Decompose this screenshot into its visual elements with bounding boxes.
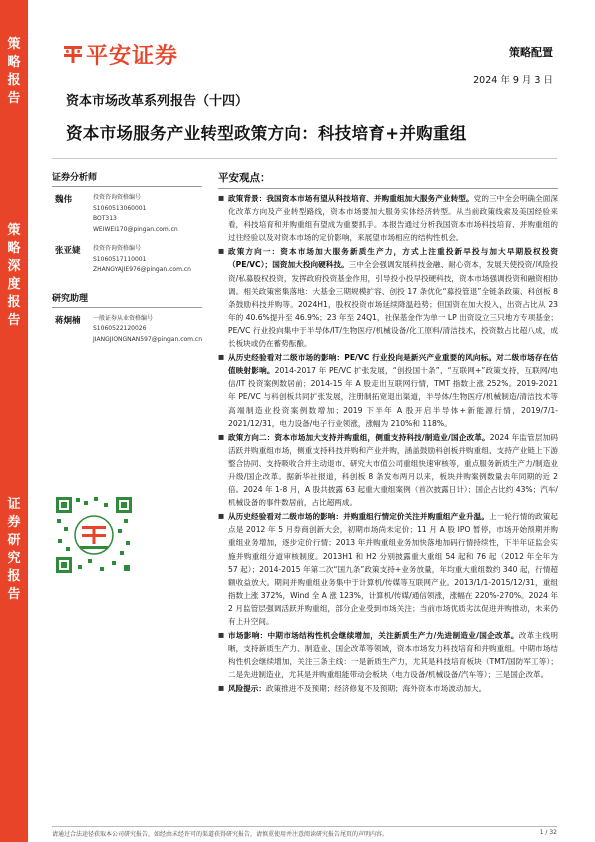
bullet-lead: 风险提示： [228, 684, 266, 694]
analyst-email[interactable]: ZHANGYAJIE976@pingan.com.cn [93, 266, 191, 273]
assistant-email[interactable]: JIANGJIONGNAN597@pingan.com.cn [93, 335, 203, 343]
bullet-lead: 市场影响：中期市场结构性机会继续增加，关注新质生产力/先进制造业/国企改革。 [228, 631, 519, 641]
assistant-info [93, 314, 202, 346]
analyst-email[interactable]: WEIWEI170@pingan.com.cn [93, 225, 178, 233]
analyst-name: 张亚婕 [55, 246, 81, 256]
bullet-lead: 政策方向二：资本市场加大支持并购重组，侧重支持科技/制造业/国企改革。 [228, 432, 490, 442]
assistant-card [52, 314, 202, 346]
logo-mark-icon [62, 43, 84, 65]
bullet-body: 党的三中全会明确全面深化改革方向及产业转型路线，资本市场要加大服务实体经济转型。从当前政策线索及美国经验来看，科技培育和并购重组有望成为重要抓手。本报告通过分析我国资本市场科技培育、并购重组的过往经验以及对资本市场的定价影响，来展望市场相应的结构性机会。 [228, 194, 558, 243]
analyst-line: S1060517110001 [93, 255, 147, 263]
side-label-top: 策 略 报 告 [7, 37, 21, 106]
view-bullet [218, 510, 558, 628]
assistant-name: 蒋炯楠 [55, 315, 81, 326]
analyst-info [93, 244, 202, 276]
analysts-heading-rule [52, 186, 202, 187]
company-logo [62, 39, 178, 70]
bullet-body: 上一轮行情的政策起点是 2012 年 5 月券商创新大会，初期市场尚未定价；11 月 A 股 IPO 暂停，市场开始预期并购重组业务增加，逐步定价行情；2013 年并购重组业务加快落地加码行情持续性，下半年证监会实施并购重组分道审核制度。2013H1 和 H2 分别披露重大重组 54 起和 76 起（2012 年全年为 57 起）；2014-2015 年第二次“国九条”政策支持+业务放量，年均重大重组数约 340 起，行情超额收益放大。期间并购重组业务集中于计算机/传媒等互联网产业。2013/1/1-2015/12/31，重组指数上涨 372%，Wind 全 A 涨 123%，计算机/传媒/通信领涨，涨幅在 220%-270%。2024 年 2 月监管层强调活跃并购重组，部分企业受到市场关注；当前市场优质劣汰促进并购推动，未来仍有上升空间。 [228, 512, 559, 626]
view-bullet [218, 192, 558, 244]
side-label-bottom: 证 券 研 究 报 告 [7, 497, 21, 602]
report-type: 策略配置 [509, 46, 553, 59]
analyst-line: S1060513060001 [93, 204, 147, 212]
key-views [218, 170, 558, 697]
logo-text: 平安证券 [86, 44, 179, 69]
main-title: 资本市场服务产业转型政策方向：科技培育+并购重组 [66, 124, 467, 143]
bullet-body: 政策推进不及预期；经济修复不及预期；海外资本市场波动加大。 [265, 684, 487, 694]
analyst-line: BOT313 [93, 215, 117, 222]
bullet-body: 三中全会强调发展科技金融、耐心资本，发展天使投资/风险投资/私募股权投资，发挥政府投资基金作用，引导投小投早投硬科技，资本市场强调投资和融资相协调。相关政策密集落地：大基金三期规模扩容、创投 17 条优化“募投管退”全链条政策、科创板 8 条鼓励科技并购等。2024H1，股权投资市场延续降温趋势；但国资在加大投入，出资占比从 23 年的 40.6%提升至 46.9%；23 年至 24Q1，社保基金作为单一 LP 出资设立三只地方专项基金；PE/VC 行业投向集中于半导体/IT/生物医疗/机械设备/化工原料/清洁技术，投资数占比超八成，成长板块或仍在蓄势酝酿。 [228, 260, 558, 349]
view-bullet [218, 431, 558, 510]
series-title: 资本市场改革系列报告（十四） [66, 94, 249, 109]
bullet-lead: 从历史经验看对二级市场的影响：PE/VC 行业投向是新兴产业重要的风向标。对二级市场存在估值映射影响。 [228, 353, 558, 376]
view-bullet [218, 245, 558, 350]
side-band [0, 0, 28, 842]
views-heading-rule [218, 188, 558, 189]
side-label-middle: 策 略 深 度 报 告 [7, 223, 21, 328]
analyst-line: 投资咨询资格编号 [93, 194, 142, 201]
bullet-body: 2014-2017 年 PE/VC 扩张发展，“创投国十条”、“互联网+”政策支持，互联网/电信/IT 投资案例数居前；2014-15 年 A 股走出互联网行情，TMT 指数上涨 252%。2019-2021 年 PE/VC 与科创板共同扩张发展，注册制拓宽退出渠道，半导体/生物医疗/机械制造/清洁技术等高端制造业投资案例数增加；2019 下半年 A 股开启半导体+新能源行情，2019/7/1-2021/12/31，电力设备/电子行业领涨，涨幅为 210%和 118%。 [228, 366, 558, 428]
analyst-name: 魏伟 [55, 195, 73, 205]
assistant-line: 一般证券从业资格编号 [93, 314, 154, 322]
title-divider [52, 158, 557, 159]
bullet-body: 2024 年监管层加码活跃并购重组市场，侧重支持科技并购和产业并购，涵盖鼓励科创板并购重组、支持产业链上下游整合协同、支持吸收合并主动退市、研究大市值公司重组快速审核等，重点服务新质生产力/制造业升级/国企改革。据新华社报道，科创板 8 条发布两月以来，板块并购案例数量去年同期的近 2 倍。2024 年 1-8 月，A 股共披露 63 起重大重组案例（首次披露日计）；国企占比约 43%；汽车/机械设备的事件数居前，占比超两成。 [228, 432, 558, 508]
assistant-line: S1060522120026 [93, 325, 147, 332]
assistants-heading: 研究助理 [52, 293, 89, 304]
footer-divider [52, 826, 557, 827]
bullet-lead: 政策方向一：资本市场加大服务新质生产力，方式上注重投新早投与加大早期股权投资（PE/VC）；国资加大投向硬科技。 [228, 247, 558, 270]
qr-code[interactable] [54, 495, 134, 575]
footer-disclaimer: 请通过合法途径获取本公司研究报告，如经由未经许可的渠道获得研究报告，请慎重使用并注意阅读研究报告尾页的声明内容。 [52, 831, 389, 838]
bullet-lead: 政策背景：我国资本市场有望从科技培育、并购重组加大服务产业转型。 [228, 194, 474, 203]
report-meta [473, 44, 553, 86]
analyst-card [52, 244, 202, 276]
view-bullet [218, 629, 558, 681]
bullet-lead: 从历史经验看对二级市场的影响：并购重组行情定价关注并购重组产业升温。 [228, 512, 489, 522]
analyst-card [52, 193, 202, 235]
bullet-body: 改革主线明晰，支持新质生产力、制造业、国企改革等领域，资本市场发力科技培育和并购重组。中期市场结构性机会继续增加，关注三条主线：一是新质生产力，尤其是科技培育板块（TMT/国防军工等）；二是先进制造业，尤其是并购重组能带动会板块（电力设备/机械设备/汽车等）；三是国企改革。 [228, 631, 558, 680]
view-bullet [218, 351, 558, 430]
analysts-heading: 证券分析师 [52, 173, 98, 183]
views-heading: 平安观点： [218, 172, 271, 184]
report-date: 2024 年 9 月 3 日 [473, 75, 553, 86]
analyst-line: 投资咨询资格编号 [93, 245, 142, 252]
view-bullet [218, 682, 558, 695]
page-number: 1 / 32 [539, 829, 557, 836]
assistants-heading-rule [52, 307, 202, 308]
analyst-info [93, 193, 202, 235]
qr-code-icon [54, 495, 134, 575]
analyst-panel [52, 170, 202, 354]
